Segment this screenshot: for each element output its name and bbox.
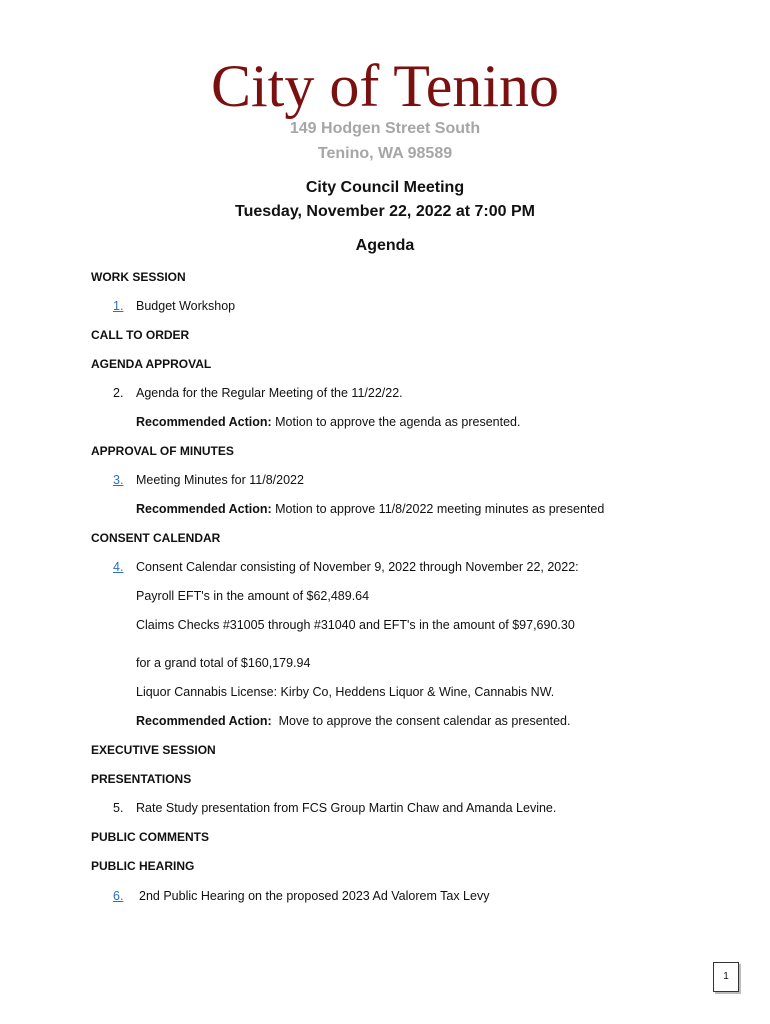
meeting-title: City Council Meeting [305, 179, 465, 196]
item-4-payroll: Payroll EFT's in the amount of $62,489.64 [136, 589, 370, 603]
section-public-comments: PUBLIC COMMENTS [91, 830, 209, 844]
recommended-action-label: Recommended Action: [136, 502, 272, 516]
item-1-link[interactable]: 1. [113, 299, 124, 313]
item-4-liquor: Liquor Cannabis License: Kirby Co, Heddens Liquor & Wine, Cannabis NW. [136, 685, 555, 699]
recommended-action-text: Move to approve the consent calendar as presented. [271, 714, 571, 728]
item-3-link[interactable]: 3. [113, 473, 124, 487]
section-public-hearing: PUBLIC HEARING [91, 859, 195, 873]
item-6-text: 2nd Public Hearing on the proposed 2023 Ad Valorem Tax Levy [139, 889, 490, 903]
item-4-text: Consent Calendar consisting of November 9, 2022 through November 22, 2022: [136, 560, 579, 574]
item-4-total: for a grand total of $160,179.94 [136, 656, 311, 670]
item-4-link[interactable]: 4. [113, 560, 124, 574]
recommended-action-text: Motion to approve the agenda as presented. [271, 415, 521, 429]
section-consent-calendar: CONSENT CALENDAR [91, 531, 221, 545]
item-2-text: Agenda for the Regular Meeting of the 11/22/22. [136, 386, 403, 400]
section-presentations: PRESENTATIONS [91, 772, 192, 786]
section-executive-session: EXECUTIVE SESSION [91, 743, 216, 757]
recommended-action-text: Motion to approve 11/8/2022 meeting minutes as presented [271, 502, 605, 516]
recommended-action-label: Recommended Action: [136, 415, 272, 429]
item-6-link[interactable]: 6. [113, 889, 124, 903]
item-4-claims: Claims Checks #31005 through #31040 and EFT's in the amount of $97,690.30 [136, 618, 575, 632]
item-5-text: Rate Study presentation from FCS Group Martin Chaw and Amanda Levine. [136, 801, 557, 815]
item-2-recommended-action [136, 414, 520, 430]
page-number: 1 [713, 962, 739, 992]
city-title: City of Tenino [210, 53, 560, 119]
address-line-1: 149 Hodgen Street South [289, 120, 481, 137]
section-agenda-approval: AGENDA APPROVAL [91, 357, 212, 371]
item-1-text: Budget Workshop [136, 299, 236, 313]
recommended-action-label: Recommended Action: [136, 714, 272, 728]
section-work-session: WORK SESSION [91, 270, 186, 284]
address-line-2: Tenino, WA 98589 [317, 145, 453, 162]
item-3-text: Meeting Minutes for 11/8/2022 [136, 473, 304, 487]
item-2-number: 2. [113, 386, 124, 400]
section-approval-of-minutes: APPROVAL OF MINUTES [91, 444, 234, 458]
item-3-recommended-action [136, 501, 604, 517]
item-4-recommended-action [136, 713, 570, 729]
meeting-date: Tuesday, November 22, 2022 at 7:00 PM [235, 203, 535, 220]
agenda-heading: Agenda [355, 237, 415, 254]
section-call-to-order: CALL TO ORDER [91, 328, 190, 342]
item-5-number: 5. [113, 801, 124, 815]
